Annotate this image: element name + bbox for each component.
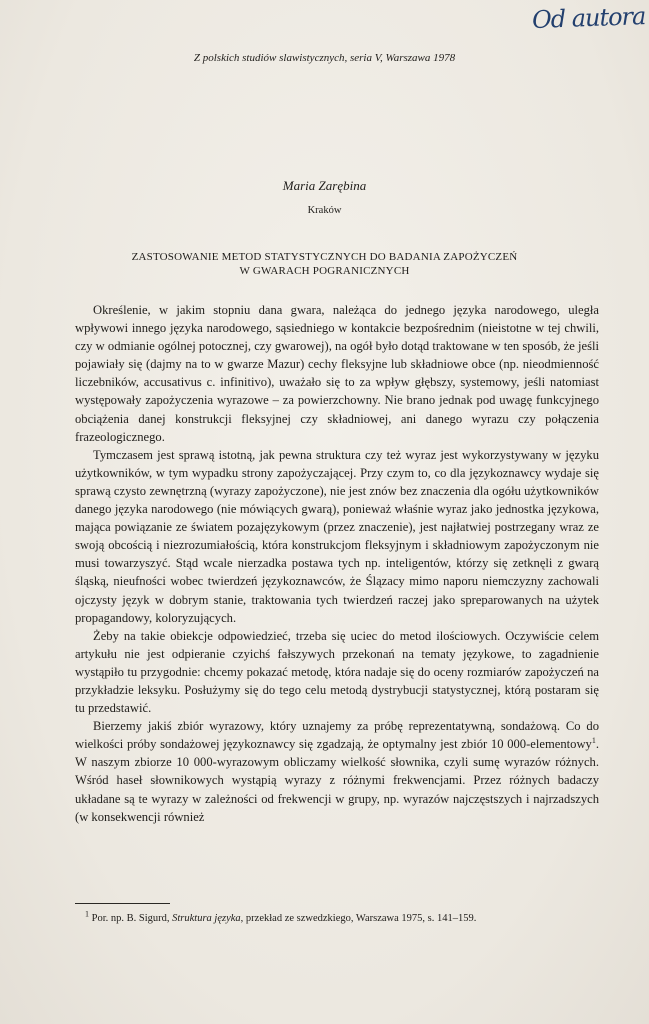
paragraph-1: Określenie, w jakim stopniu dana gwara, należąca do jednego języka narodowego, uległa wpływowi innego języka narodowego, sąsiedniego w kontakcie bezpośrednim (nieistotne w tej chwili, czy w odmianie ogólnej potocznej, czy gwarowej), na ogół było dotąd traktowane w ten sposób, że jeśli pojawiały się (dajmy na to w gwarze Mazur) cechy fleksyjne lub składniowe obce (np. nieodmienność liczebników, accusativus c. infinitivo), uważało się to za wpływ głębszy, systemowy, jeśli natomiast występowały zapożyczenia wyrazowe – za powierzchowny. Nie brano jednak pod uwagę funkcyjnego obciążenia danej konstrukcji fleksyjnej czy składniowej, ani danego wyrazu czy połączenia frazeologicznego. — [75, 303, 599, 444]
paragraph-3: Żeby na takie obiekcje odpowiedzieć, trzeba się uciec do metod ilościowych. Oczywiście celem artykułu nie jest odpieranie czyichś fałszywych przekonań na tematy językowe, to zagadnienie wystąpiło tu przygodnie: chcemy pokazać metodę, która nadaje się do oceny rozmiarów zapożyczeń na przykładzie leksyku. Posłużymy się do tego celu metodą dystrybucji statystycznej, którą postaram się tu przedstawić. — [75, 628, 599, 716]
footnote-text-a: Por. np. B. Sigurd, — [91, 913, 173, 924]
paragraph-4-text-a: Bierzemy jakiś zbiór wyrazowy, który uznajemy za próbę reprezentatywną, sondażową. Co do wielkości próby sondażowej językoznawcy się zgadzają, że optymalny jest zbiór 10 000-elementowy — [75, 719, 599, 752]
author-name: Maria Zarębina — [282, 178, 367, 193]
article-body — [75, 301, 599, 826]
footnote-marker: 1 — [85, 909, 89, 919]
source-line: Z polskich studiów slawistycznych, seria V, Warszawa 1978 — [193, 52, 456, 64]
footnote-reference: 1 — [591, 736, 596, 746]
title-line-2: W GWARACH POGRANICZNYCH — [239, 265, 410, 277]
title-line-1: ZASTOSOWANIE METOD STATYSTYCZNYCH DO BADANIA ZAPOŻYCZEŃ — [131, 251, 518, 263]
handwritten-note: Od autora — [531, 2, 646, 34]
paragraph-4 — [75, 717, 599, 826]
footnote-book-title: Struktura języka — [172, 913, 241, 924]
author-affiliation: Kraków — [307, 205, 342, 216]
footnote-text-b: , przekład ze szwedzkiego, Warszawa 1975, s. 141–159. — [240, 913, 477, 924]
article-title — [0, 250, 649, 278]
paragraph-2: Tymczasem jest sprawą istotną, jak pewna struktura czy też wyraz jest wykorzystywany w języku użytkowników, w tym wypadku strony zapożyczającej. Przy czym to, co dla językoznawcy wydaje się sprawą czysto zewnętrzną (wyrazy zapożyczone), nie jest znów bez znaczenia dla ogółu użytkowników danego języka narodowego (nie mówiących gwarą), ponieważ właśnie wyraz jako jednostka językowa, mająca powiązanie ze światem pozajęzykowym (przez znaczenie), jest najłatwiej postrzegany wraz ze swoją obcością i niezrozumiałością, która konstrukcjom fleksyjnym i składniowym zapożyczonym nie musi towarzyszyć. Stąd wcale nierzadka postawa tych np. inteligentów, którzy się zetknęli z gwarą śląską, nieufności wobec twierdzeń językoznawców, że Ślązacy mimo naporu niemczyzny zachowali ojczysty język w dobrym stanie, traktowania tych twierdzeń raczej jako spreparowanych na użytek propagandowy, koloryzujących. — [75, 447, 599, 625]
footnote — [75, 909, 599, 925]
footnote-divider — [75, 903, 170, 904]
paragraph-4-text-b: . W naszym zbiorze 10 000-wyrazowym obliczamy wielkość słownika, czyli sumę wyrazów różnych. Wśród haseł słownikowych wystąpią wyrazy z różnymi frekwencjami. Przez różnych badaczy układane są te wyrazy w zależności od frekwencji w grupy, np. wyrazów najczęstszych i najrzadszych (w konsekwencji również — [75, 737, 599, 824]
